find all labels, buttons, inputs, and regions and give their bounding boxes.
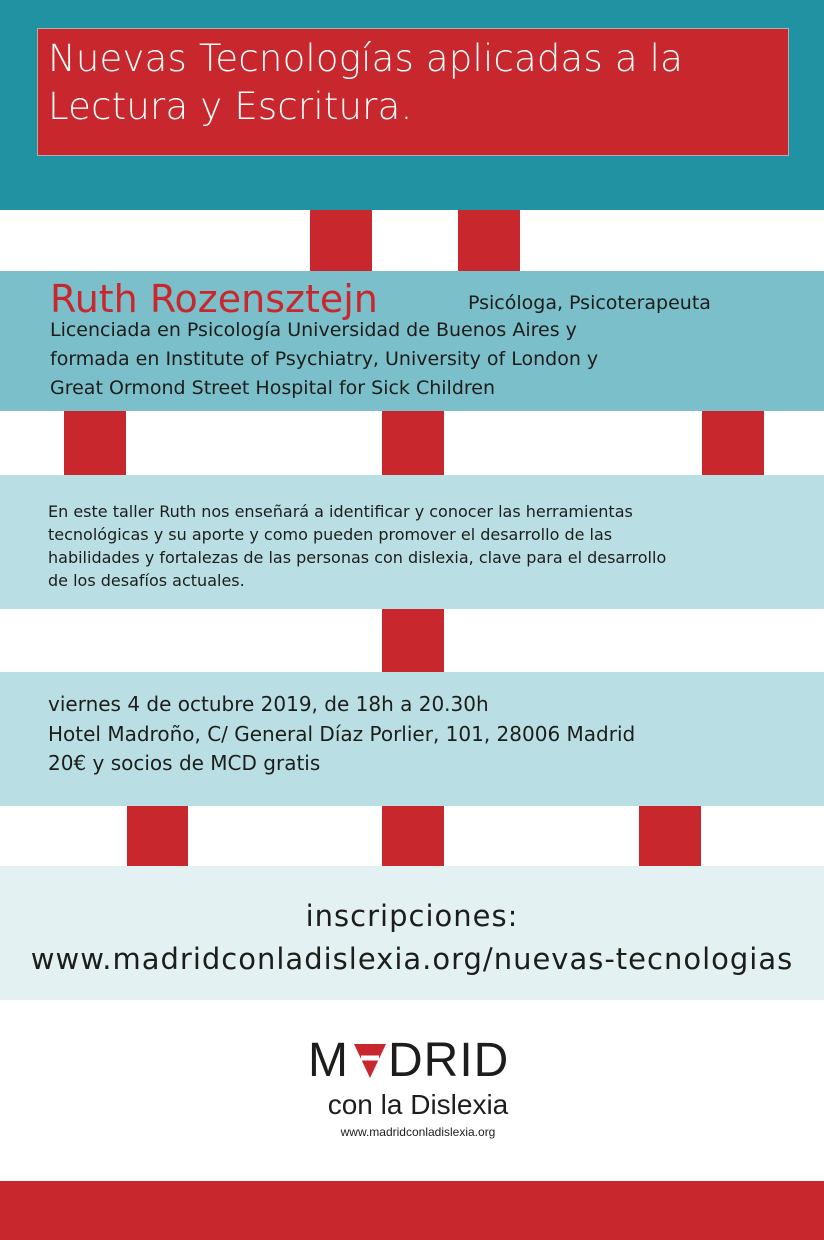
logo-letters-drid: DRID [388, 1034, 510, 1087]
decor-square [639, 806, 701, 866]
description-line: de los desafíos actuales. [48, 571, 245, 590]
registration-label: inscripciones: [305, 899, 519, 933]
logo-letter-m: M [308, 1034, 349, 1087]
inverted-a-logo-icon [352, 1042, 388, 1080]
decor-square [127, 806, 188, 866]
header-band [0, 0, 824, 210]
decor-square [702, 411, 764, 475]
decor-square [458, 210, 520, 271]
decor-square [382, 411, 444, 475]
title-line-2: Lectura y Escritura. [48, 85, 413, 128]
title-line-1: Nuevas Tecnologías aplicadas a la [48, 37, 684, 80]
decor-square [382, 806, 444, 866]
speaker-bio-line: formada en Institute of Psychiatry, University of London y [50, 348, 599, 370]
madrid-dislexia-logo [300, 1036, 530, 1140]
speaker-bio-line: Great Ormond Street Hospital for Sick Children [50, 377, 496, 399]
description-text [48, 500, 788, 592]
logo-subtitle: con la Dislexia [327, 1089, 509, 1120]
title-box [37, 28, 789, 156]
speaker-role: Psicóloga, Psicoterapeuta [468, 292, 711, 314]
event-datetime: viernes 4 de octubre 2019, de 18h a 20.30h [48, 692, 489, 716]
footer-band [0, 1181, 824, 1240]
speaker-bio-line: Licenciada en Psicología Universidad de Buenos Aires y [50, 319, 577, 341]
description-line: tecnológicas y su aporte y como pueden promover el desarrollo de las [48, 525, 613, 544]
decor-square [310, 210, 372, 271]
speaker-name: Ruth Rozensztejn [50, 277, 378, 321]
event-location: Hotel Madroño, C/ General Díaz Porlier, 101, 28006 Madrid [48, 722, 636, 746]
logo-url[interactable]: www.madridconladislexia.org [340, 1125, 496, 1139]
logo-wordmark [300, 1036, 530, 1086]
decor-square [64, 411, 126, 475]
decor-square [382, 609, 444, 672]
registration-link[interactable]: www.madridconladislexia.org/nuevas-tecnologias [30, 942, 794, 976]
description-line: habilidades y fortalezas de las personas con dislexia, clave para el desarrollo [48, 548, 667, 567]
description-line: En este taller Ruth nos enseñará a identificar y conocer las herramientas [48, 502, 633, 521]
event-price: 20€ y socios de MCD gratis [48, 751, 321, 775]
